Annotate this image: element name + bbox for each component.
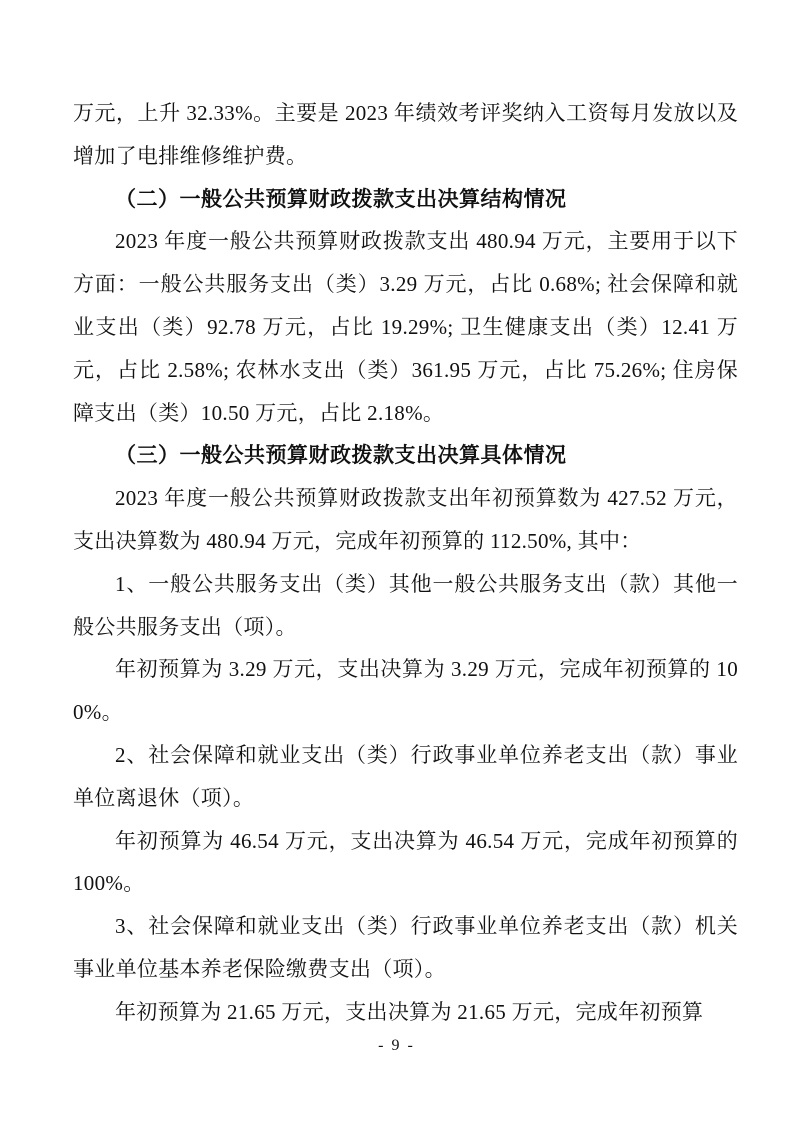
paragraph-budget-summary: 2023 年度一般公共预算财政拨款支出年初预算数为 427.52 万元，支出决算数为 480.94 万元，完成年初预算的 112.50%, 其中： (73, 486, 738, 553)
paragraph-item-1-title: 1、一般公共服务支出（类）其他一般公共服务支出（款）其他一般公共服务支出（项）。 (73, 571, 738, 639)
section-heading-2: （二）一般公共预算财政拨款支出决算结构情况 (115, 186, 567, 211)
page-number: - 9 - (378, 1037, 415, 1054)
paragraph-item-2-title: 2、社会保障和就业支出（类）行政事业单位养老支出（款）事业单位离退休（项）。 (73, 742, 738, 810)
paragraph-expenditure-structure: 2023 年度一般公共预算财政拨款支出 480.94 万元，主要用于以下方面：一般公共服务支出（类）3.29 万元，占比 0.68%; 社会保障和就业支出（类）92.78 万元，占比 19.29%; 卫生健康支出（类）12.41 万元，占比 2.58%; 农林水支出（类）361.95 万元，占比 75.26%; 住房保障支出（类）10.50 万元，占比 2.18%。 (73, 229, 738, 425)
paragraph-item-3-figures: 年初预算为 21.65 万元，支出决算为 21.65 万元，完成年初预算 (115, 999, 704, 1024)
section-heading-3: （三）一般公共预算财政拨款支出决算具体情况 (115, 443, 567, 468)
paragraph-item-2-figures: 年初预算为 46.54 万元，支出决算为 46.54 万元，完成年初预算的 100%。 (73, 828, 738, 896)
paragraph-item-3-title: 3、社会保障和就业支出（类）行政事业单位养老支出（款）机关事业单位基本养老保险缴费支出（项）。 (73, 914, 738, 981)
page-body-text (73, 92, 738, 1034)
paragraph-continuation: 万元，上升 32.33%。主要是 2023 年绩效考评奖纳入工资每月发放以及增加了电排维修维护费。 (73, 101, 738, 168)
paragraph-item-1-figures: 年初预算为 3.29 万元，支出决算为 3.29 万元，完成年初预算的 100%。 (73, 657, 738, 725)
